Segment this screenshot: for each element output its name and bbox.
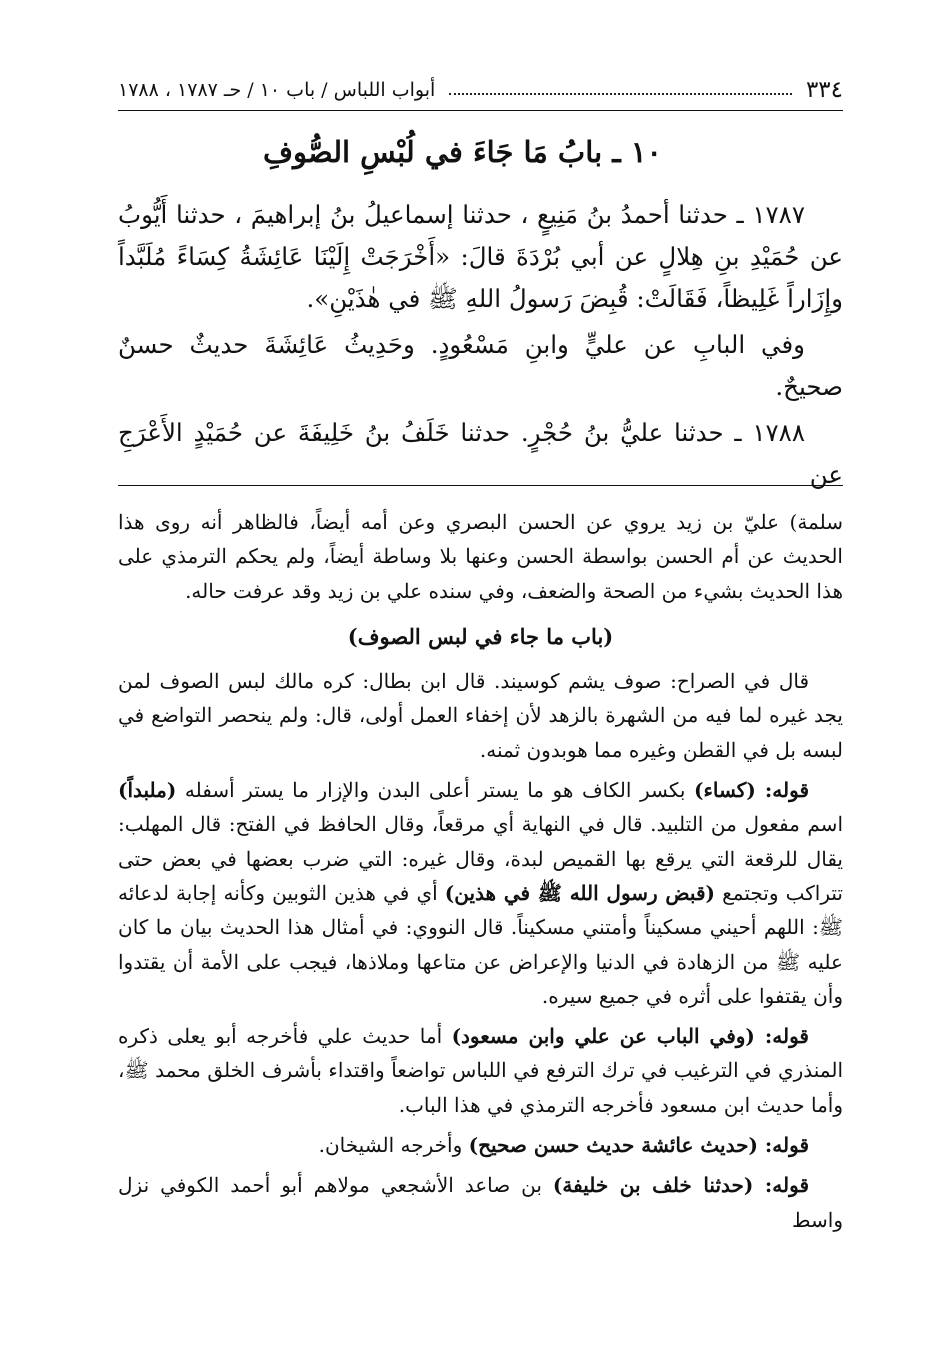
aisha-text: وأخرجه الشيخان.	[318, 1133, 469, 1158]
hadith-1787: ١٧٨٧ ـ حدثنا أحمدُ بنُ مَنِيعٍ ، حدثنا إسماعيلُ بنُ إبراهيمَ ، حدثنا أَيُّوبُ عن حُمَيْدِ بنِ هِلالٍ عن أبي بُرْدَةَ قالَ: «أَخْرَجَتْ إِلَيْنَا عَائِشَةُ كِسَاءً مُلَبَّداً وإِزَاراً غَلِيظاً، فَقَالَتْ: قُبِضَ رَسولُ اللهِ ﷺ في هٰذَيْنِ».	[118, 200, 843, 313]
kisa-lead: قوله: (كساء)	[694, 778, 810, 803]
aisha-lead: قوله: (حديث عائشة حديث حسن صحيح)	[468, 1133, 809, 1158]
commentary-para-bab	[118, 1019, 843, 1122]
hadith-1788: ١٧٨٨ ـ حدثنا عليُّ بنُ حُجْرٍ. حدثنا خَلَفُ بنُ خَلِيفَةَ عن حُمَيْدٍ الأَعْرَجِ عن	[118, 418, 843, 489]
commentary-para-kisa	[118, 773, 843, 1013]
kisa-text-1: بكسر الكاف هو ما يستر أعلى البدن والإزار ما يستر أسفله	[176, 778, 694, 803]
footnote-separator	[118, 485, 843, 486]
main-text	[118, 194, 843, 500]
kisa-mulabbad: (ملبداً)	[118, 778, 177, 803]
commentary-subheading: (باب ما جاء في لبس الصوف)	[347, 623, 614, 649]
bab-lead: قوله: (وفي الباب عن علي وابن مسعود)	[451, 1024, 809, 1049]
running-title: أبواب اللباس / باب ١٠ / حـ ١٧٨٧ ، ١٧٨٨	[118, 79, 436, 101]
kisa-text-3: أي في هذين الثوبين وكأنه إجابة لدعائه ﷺ: اللهم أحيني مسكيناً وأمتني مسكيناً. قال النووي: في أمثال هذا الحديث بيان ما كان عليه ﷺ من الزهادة في الدنيا والإعراض عن متاعها وملاذها، فيجب على الأمة أن يقتدوا وأن يقتفوا على أثره في جميع سيره.	[118, 880, 843, 1008]
khalaf-text: بن صاعد الأشجعي مولاهم أبو أحمد الكوفي نزل واسط	[118, 1173, 843, 1232]
commentary-para-sihah: قال في الصراح: صوف يشم كوسيند. قال ابن بطال: كره مالك لبس الصوف لمن يجد غيره لما فيه من الشهرة بالزهد لأن إخفاء العمل أولى، قال: ولم ينحصر التواضع في لبسه بل في القطن وغيره مما هوبدون ثمنه.	[118, 669, 843, 762]
commentary-para-khalaf	[118, 1168, 843, 1237]
page-header	[118, 70, 843, 111]
commentary-para-aisha	[118, 1128, 843, 1162]
page-number: ٣٣٤	[805, 77, 843, 103]
kisa-text-2: اسم مفعول من التلبيد. قال في النهاية أي مرقعاً، وقال الحافظ في الفتح: قال المهلب: يقال للرقعة التي يرقع بها القميص لبدة، وقال غيره: التي ضرب بعضها في بعض حتى تتراكب وتجتمع	[118, 812, 843, 905]
bab-text: أما حديث علي فأخرجه أبو يعلى ذكره المنذري في الترغيب في ترك الترفع في اللباس تواضعاً واقتداء بأشرف الخلق محمد ﷺ، وأما حديث ابن مسعود فأخرجه الترمذي في هذا الباب.	[118, 1024, 843, 1117]
commentary	[118, 505, 843, 1243]
kisa-qubida: (قبض رسول الله ﷺ في هذين)	[444, 880, 715, 905]
leader-dots	[449, 93, 792, 95]
commentary-continuation: سلمة) عليّ بن زيد يروي عن الحسن البصري وعن أمه أيضاً، فالظاهر أنه روى هذا الحديث عن أم الحسن بواسطة الحسن وعنها بلا وساطة أيضاً، ولم يحكم الترمذي على هذا الحديث بشيء من الصحة والضعف، وفي سنده علي بن زيد وقد عرفت حاله.	[118, 510, 843, 603]
chapter-title: ١٠ ـ بابُ مَا جَاءَ في لُبْسِ الصُّوفِ	[263, 135, 662, 169]
khalaf-lead: قوله: (حدثنا خلف بن خليفة)	[552, 1173, 809, 1198]
bab-note: وفي البابِ عن عليٍّ وابنِ مَسْعُودٍ. وحَدِيثُ عَائِشَةَ حديثٌ حسنٌ صحيحٌ.	[118, 330, 843, 401]
